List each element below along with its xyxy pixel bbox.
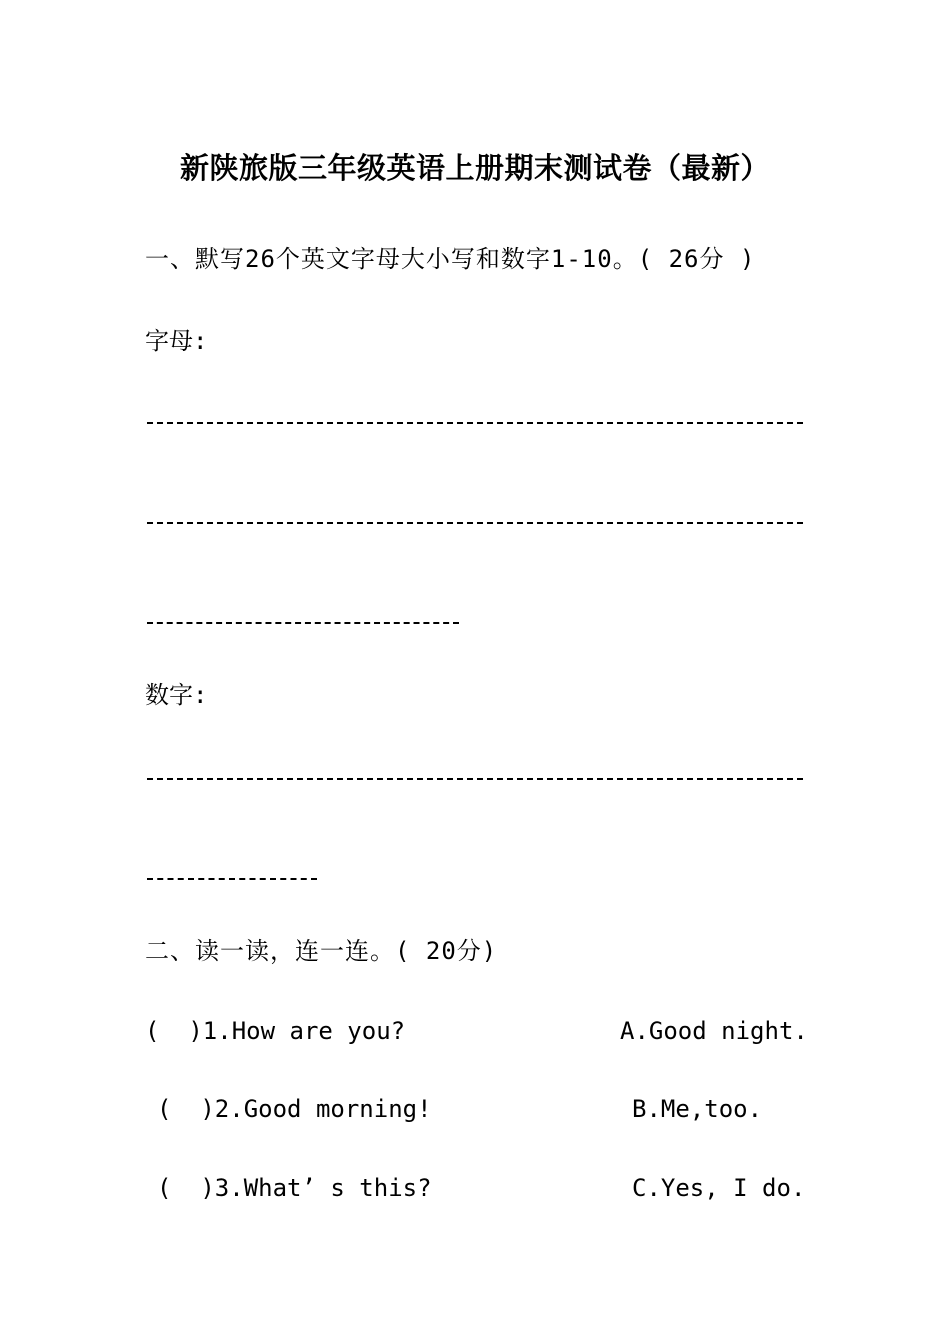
question-item: ( )1.How are you?: [145, 1017, 406, 1045]
page-title: 新陕旅版三年级英语上册期末测试卷（最新）: [179, 151, 770, 185]
section-2-heading: 二、读一读，连一连。( 20分): [145, 937, 498, 965]
answer-line: [147, 622, 459, 624]
answer-line: [147, 522, 803, 524]
answer-line: [147, 878, 317, 880]
answer-option: B.Me,too.: [632, 1095, 763, 1123]
question-item: ( )2.Good morning!: [157, 1095, 432, 1123]
letters-label: 字母:: [145, 327, 208, 355]
answer-option: A.Good night.: [620, 1017, 808, 1045]
section-1-heading: 一、默写26个英文字母大小写和数字1-10。( 26分 ): [145, 245, 756, 273]
answer-line: [147, 778, 803, 780]
answer-option: C.Yes, I do.: [632, 1174, 806, 1202]
question-item: ( )3.What’ s this?: [157, 1174, 432, 1202]
numbers-label: 数字:: [145, 681, 208, 709]
answer-line: [147, 422, 803, 424]
